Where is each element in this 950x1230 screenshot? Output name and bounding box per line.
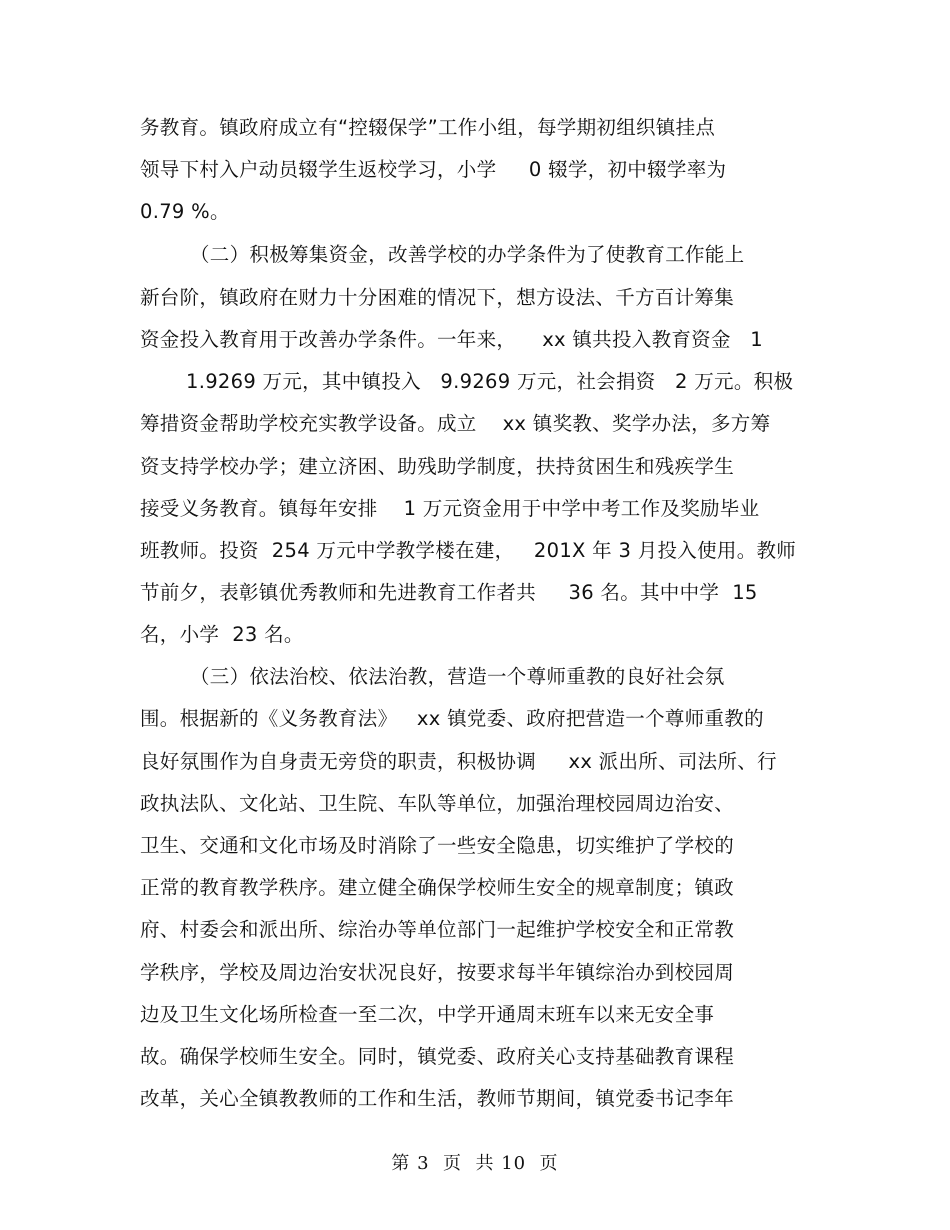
text-line-24: 改革，关心全镇教教师的工作和生活，教师节期间，镇党委书记李年 (140, 1087, 735, 1110)
text-line-16: 良好氛围作为自身责无旁贷的职责，积极协调 xx 派出所、司法所、行 (140, 750, 777, 773)
text-line-4: （二）积极筹集资金，改善学校的办学条件为了使教育工作能上 (190, 243, 745, 266)
text-line-9: 资支持学校办学；建立济困、助残助学制度，扶持贫困生和残疾学生 (140, 455, 735, 478)
text-line-19: 正常的教育教学秩序。建立健全确保学校师生安全的规章制度；镇政 (140, 876, 735, 899)
text-line-12: 节前夕，表彰镇优秀教师和先进教育工作者共 36 名。其中中学 15 (140, 581, 758, 604)
text-line-20: 府、村委会和派出所、综治办等单位部门一起维护学校安全和正常教 (140, 918, 735, 941)
text-line-18: 卫生、交通和文化市场及时消除了一些安全隐患，切实维护了学校的 (140, 834, 735, 857)
text-line-10: 接受义务教育。镇每年安排 1 万元资金用于中学中考工作及奖励毕业 (140, 497, 760, 520)
text-line-6: 资金投入教育用于改善办学条件。一年来， xx 镇共投入教育资金 1 (140, 328, 763, 351)
text-line-1: 务教育。镇政府成立有“控辍保学”工作小组，每学期初组织镇挂点 (140, 116, 716, 139)
text-line-5: 新台阶，镇政府在财力十分困难的情况下，想方设法、千方百计筹集 (140, 286, 735, 309)
text-line-7: 1.9269 万元，其中镇投入 9.9269 万元，社会捐资 2 万元。积极 (186, 370, 794, 393)
text-line-11: 班教师。投资 254 万元中学教学楼在建， 201X 年 3 月投入使用。教师 (140, 539, 797, 562)
text-line-3: 0.79 %。 (140, 200, 230, 223)
text-line-21: 学秩序，学校及周边治安状况良好，按要求每半年镇综治办到校园周 (140, 961, 735, 984)
text-line-22: 边及卫生文化场所检查一至二次，中学开通周末班车以来无安全事 (140, 1003, 715, 1026)
text-line-13: 名，小学 23 名。 (140, 623, 304, 646)
text-line-8: 筹措资金帮助学校充实教学设备。成立 xx 镇奖教、奖学办法，多方筹 (140, 412, 771, 435)
text-line-14: （三）依法治校、依法治教，营造一个尊师重教的良好社会氛 (190, 665, 725, 688)
page-footer: 第 3 页 共 10 页 (391, 1153, 559, 1174)
text-line-15: 围。根据新的《义务教育法》 xx 镇党委、政府把营造一个尊师重教的 (140, 707, 764, 730)
text-line-17: 政执法队、文化站、卫生院、车队等单位，加强治理校园周边治安、 (140, 792, 735, 815)
text-line-23: 故。确保学校师生安全。同时，镇党委、政府关心支持基础教育课程 (140, 1045, 735, 1068)
text-line-2: 领导下村入户动员辍学生返校学习，小学 0 辍学，初中辍学率为 (140, 158, 727, 181)
